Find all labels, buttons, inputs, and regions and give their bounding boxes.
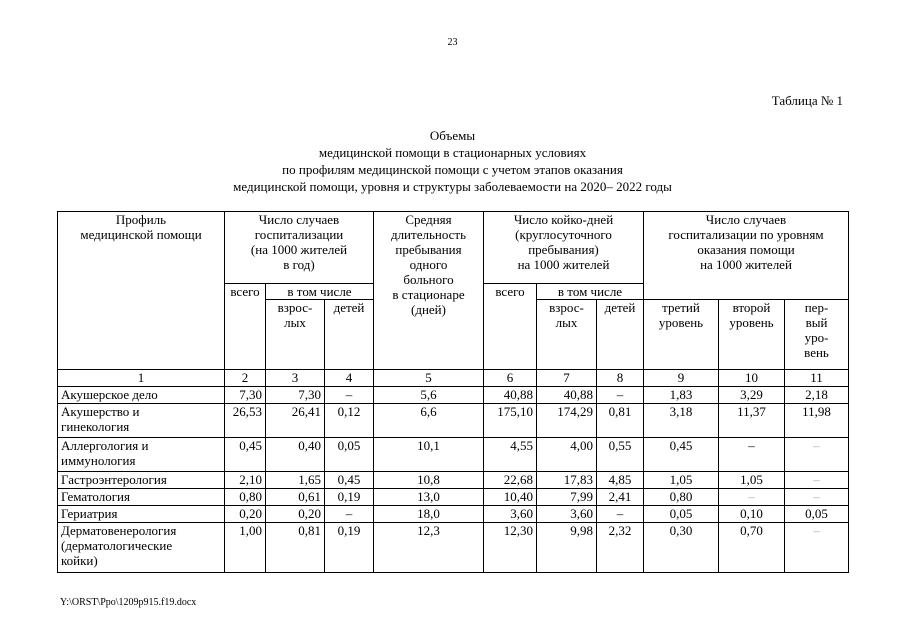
value-cell: 40,88 bbox=[484, 387, 537, 404]
header-beddays-total: всего bbox=[484, 284, 537, 370]
value-cell: 1,83 bbox=[644, 387, 719, 404]
value-cell: – bbox=[597, 506, 644, 523]
column-number: 6 bbox=[484, 370, 537, 387]
header-hosp-total: всего bbox=[225, 284, 266, 370]
value-cell: – bbox=[325, 387, 374, 404]
header-hospitalization: Число случаев госпитализации (на 1000 жителей в год) bbox=[225, 212, 374, 284]
value-cell: 0,30 bbox=[644, 523, 719, 573]
value-cell: 0,12 bbox=[325, 404, 374, 438]
value-cell: 7,30 bbox=[225, 387, 266, 404]
value-cell: 0,81 bbox=[597, 404, 644, 438]
table-row bbox=[58, 472, 849, 489]
value-cell: 17,83 bbox=[537, 472, 597, 489]
value-cell: 10,8 bbox=[374, 472, 484, 489]
column-number: 10 bbox=[719, 370, 785, 387]
column-number: 5 bbox=[374, 370, 484, 387]
value-cell: – bbox=[785, 523, 849, 573]
value-cell: 3,29 bbox=[719, 387, 785, 404]
header-average-stay: Средняя длительность пребывания одного больного в стационаре (дней) bbox=[374, 212, 484, 370]
value-cell: 0,45 bbox=[225, 438, 266, 472]
value-cell: 13,0 bbox=[374, 489, 484, 506]
column-number: 1 bbox=[58, 370, 225, 387]
value-cell: 5,6 bbox=[374, 387, 484, 404]
value-cell: 0,80 bbox=[644, 489, 719, 506]
value-cell: 0,45 bbox=[644, 438, 719, 472]
value-cell: 7,99 bbox=[537, 489, 597, 506]
header-profile: Профиль медицинской помощи bbox=[58, 212, 225, 370]
value-cell: 6,6 bbox=[374, 404, 484, 438]
value-cell: 0,20 bbox=[266, 506, 325, 523]
value-cell: – bbox=[785, 489, 849, 506]
column-number: 7 bbox=[537, 370, 597, 387]
value-cell: 12,3 bbox=[374, 523, 484, 573]
value-cell: 0,20 bbox=[225, 506, 266, 523]
value-cell: 3,18 bbox=[644, 404, 719, 438]
value-cell: 2,18 bbox=[785, 387, 849, 404]
column-number: 3 bbox=[266, 370, 325, 387]
value-cell: 0,19 bbox=[325, 523, 374, 573]
value-cell: 4,85 bbox=[597, 472, 644, 489]
header-hosp-children: детей bbox=[325, 300, 374, 370]
value-cell: 0,05 bbox=[785, 506, 849, 523]
value-cell: 0,55 bbox=[597, 438, 644, 472]
header-first-level: пер- вый уро- вень bbox=[785, 300, 849, 370]
value-cell: 0,40 bbox=[266, 438, 325, 472]
value-cell: 26,41 bbox=[266, 404, 325, 438]
value-cell: 4,55 bbox=[484, 438, 537, 472]
value-cell: 26,53 bbox=[225, 404, 266, 438]
header-hosp-adults: взрос- лых bbox=[266, 300, 325, 370]
value-cell: 0,19 bbox=[325, 489, 374, 506]
table-row bbox=[58, 438, 849, 472]
table-row bbox=[58, 387, 849, 404]
profile-cell: Аллергология и иммунология bbox=[58, 438, 225, 472]
header-levels: Число случаев госпитализации по уровням оказания помощи на 1000 жителей bbox=[644, 212, 849, 300]
value-cell: 0,05 bbox=[644, 506, 719, 523]
value-cell: – bbox=[325, 506, 374, 523]
value-cell: – bbox=[785, 472, 849, 489]
value-cell: 0,61 bbox=[266, 489, 325, 506]
value-cell: 174,29 bbox=[537, 404, 597, 438]
value-cell: 11,37 bbox=[719, 404, 785, 438]
profile-cell: Гериатрия bbox=[58, 506, 225, 523]
value-cell: 2,10 bbox=[225, 472, 266, 489]
column-number: 9 bbox=[644, 370, 719, 387]
profile-cell: Акушерское дело bbox=[58, 387, 225, 404]
header-beddays-adults: взрос- лых bbox=[537, 300, 597, 370]
table-title bbox=[0, 127, 905, 195]
header-bed-days: Число койко-дней (круглосуточного пребывания) на 1000 жителей bbox=[484, 212, 644, 284]
profile-cell: Дерматовенерология (дерматологические койки) bbox=[58, 523, 225, 573]
value-cell: – bbox=[719, 438, 785, 472]
data-table bbox=[57, 211, 849, 573]
table-row bbox=[58, 506, 849, 523]
column-number: 8 bbox=[597, 370, 644, 387]
header-third-level: третий уровень bbox=[644, 300, 719, 370]
profile-cell: Гематология bbox=[58, 489, 225, 506]
table-row bbox=[58, 404, 849, 438]
value-cell: 12,30 bbox=[484, 523, 537, 573]
value-cell: 1,05 bbox=[719, 472, 785, 489]
value-cell: – bbox=[719, 489, 785, 506]
column-number-row bbox=[58, 370, 849, 387]
header-hosp-including: в том числе bbox=[266, 284, 374, 300]
value-cell: 0,81 bbox=[266, 523, 325, 573]
table-row bbox=[58, 489, 849, 506]
value-cell: 40,88 bbox=[537, 387, 597, 404]
value-cell: 3,60 bbox=[484, 506, 537, 523]
value-cell: 0,80 bbox=[225, 489, 266, 506]
value-cell: 3,60 bbox=[537, 506, 597, 523]
profile-cell: Акушерство и гинекология bbox=[58, 404, 225, 438]
header-second-level: второй уровень bbox=[719, 300, 785, 370]
value-cell: 10,40 bbox=[484, 489, 537, 506]
column-number: 4 bbox=[325, 370, 374, 387]
title-line: Объемы bbox=[429, 128, 476, 143]
value-cell: 4,00 bbox=[537, 438, 597, 472]
value-cell: 7,30 bbox=[266, 387, 325, 404]
column-number: 2 bbox=[225, 370, 266, 387]
value-cell: 11,98 bbox=[785, 404, 849, 438]
value-cell: 2,41 bbox=[597, 489, 644, 506]
value-cell: 1,05 bbox=[644, 472, 719, 489]
title-line: медицинской помощи в стационарных условиях bbox=[318, 145, 587, 160]
value-cell: 1,00 bbox=[225, 523, 266, 573]
value-cell: 1,65 bbox=[266, 472, 325, 489]
table-label: Таблица № 1 bbox=[771, 93, 843, 108]
header-beddays-including: в том числе bbox=[537, 284, 644, 300]
value-cell: – bbox=[597, 387, 644, 404]
value-cell: 0,10 bbox=[719, 506, 785, 523]
value-cell: 0,45 bbox=[325, 472, 374, 489]
header-beddays-children: детей bbox=[597, 300, 644, 370]
value-cell: – bbox=[785, 438, 849, 472]
page-number: 23 bbox=[447, 37, 458, 48]
value-cell: 0,70 bbox=[719, 523, 785, 573]
value-cell: 175,10 bbox=[484, 404, 537, 438]
title-line: медицинской помощи, уровня и структуры заболеваемости на 2020– 2022 годы bbox=[233, 179, 672, 194]
title-line: по профилям медицинской помощи с учетом этапов оказания bbox=[282, 162, 623, 177]
value-cell: 2,32 bbox=[597, 523, 644, 573]
value-cell: 22,68 bbox=[484, 472, 537, 489]
file-path-footer: Y:\ORST\Ppo\1209p915.f19.docx bbox=[60, 597, 197, 608]
value-cell: 0,05 bbox=[325, 438, 374, 472]
value-cell: 10,1 bbox=[374, 438, 484, 472]
value-cell: 18,0 bbox=[374, 506, 484, 523]
table-row bbox=[58, 523, 849, 573]
value-cell: 9,98 bbox=[537, 523, 597, 573]
profile-cell: Гастроэнтерология bbox=[58, 472, 225, 489]
column-number: 11 bbox=[785, 370, 849, 387]
